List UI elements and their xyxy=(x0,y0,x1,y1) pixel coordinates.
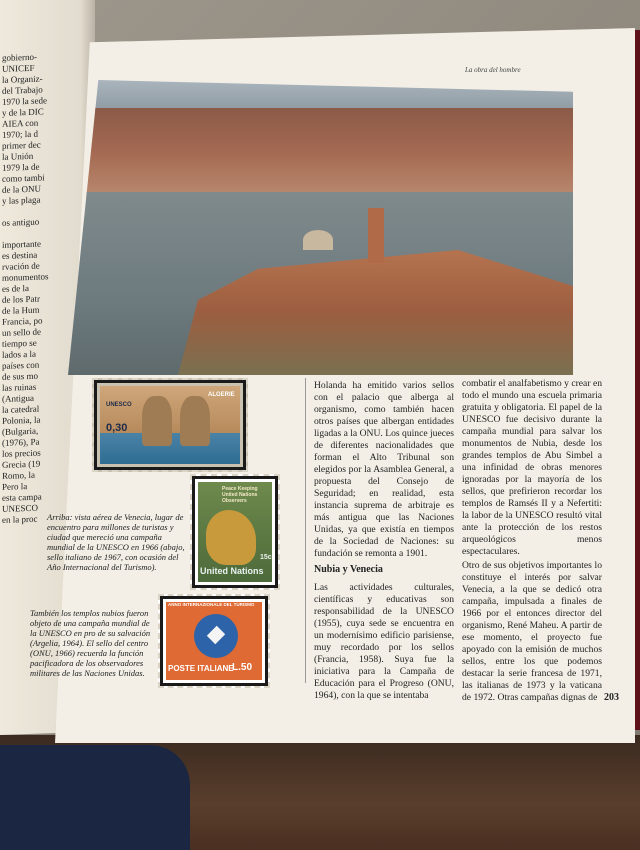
blue-cloth xyxy=(0,745,190,850)
algeria-stamp-label: UNESCO xyxy=(106,402,132,408)
venice-aerial-photo xyxy=(68,80,573,375)
un-stamp-value: 15c xyxy=(260,554,272,561)
un-stamp xyxy=(190,474,280,590)
col1-paragraph-1: Holanda ha emitido varios sellos con el palacio que alberga al organismo, como también hacen otros países que albergan entidades ligadas a la ONU. Los quince jueces de diferentes nacionalidades que forman el Alto Tribunal son elegidos por la Asamblea General, a propuesta del Consejo de Seguridad; en realidad, esta instancia suprema de arbitraje es más antigua que las Naciones Unidas, ya que existía en tiempos de la Sociedad de Naciones: su fundación se remonta a 1901. xyxy=(314,380,454,559)
photo-dome xyxy=(303,230,333,250)
italy-stamp xyxy=(158,594,270,688)
running-title: La obra del hombre xyxy=(465,66,521,74)
col1-paragraph-2: Las actividades culturales, científicas y educativas son responsabilidad de la UNESCO (1955), cuya sede se encuentra en un modernísimo edificio parisiense, muy recordado por los sellos (Francia, 1958). Suya fue la iniciativa para la Campaña de Educación para el Progreso (ONU, 1964), con la que se intentaba xyxy=(314,582,454,701)
algeria-stamp-value: 0,30 xyxy=(106,422,128,434)
text-column-2 xyxy=(462,378,602,704)
text-column-1 xyxy=(314,380,454,702)
italy-stamp-country: POSTE ITALIANE xyxy=(168,664,234,673)
left-page-text: gobierno- UNICEF la Organiz- del Trabajo 1970 la sede y de la DIC AIEA con 1970; la d primer dec la Unión 1979 la de como tambi de la ONU y las plaga os antiguo importante es destina rvación de monumentos es de la de los Patr de la Hum Francia, po un sello de tiempo se lados a la países con de sus mo las ruinas (Antigua la catedral Polonia, la (Bulgaria, (1976), Pa los precios Grecia (19 Romo, la Pero la esta campa UNESCO en la proc xyxy=(2,51,49,525)
photo-city xyxy=(68,108,573,198)
photo-bell-tower xyxy=(368,208,384,263)
col2-paragraph-2: Otro de sus objetivos importantes lo constituye el interés por salvar Venecia, a la que se dedicó otra campaña, impulsada a finales de 1966 por el entonces director del organismo, René Maheu. A partir de ese momento, el proyecto fue apoyado con la emisión de muchos sellos, entre los que podemos destacar la serie francesa de 1971, las italianas de 1973 y la vaticana de 1972. Otras campañas dignas de xyxy=(462,560,602,703)
algeria-stamp-country: ALGERIE xyxy=(208,392,235,398)
column-divider xyxy=(305,378,306,683)
algeria-stamp xyxy=(92,378,248,472)
italy-stamp-title: ANNO INTERNAZIONALE DEL TURISMO xyxy=(168,602,255,607)
un-stamp-title: Peace Keeping United Nations Observers xyxy=(222,486,258,504)
nubia-caption: También los templos nubios fueron objeto de una campaña mundial de la UNESCO en pro de su salvación (Argelia, 1964). El sello del centro (ONU, 1966) recuerda la función pacificadora de los observadores militares de las Naciones Unidas. xyxy=(30,608,151,678)
venice-caption: Arriba: vista aérea de Venecia, lugar de encuentro para millones de turistas y ciudad que mereció una campaña mundial de la UNESCO en 1966 (abajo, sello italiano de 1967, con ocasión del Año Internacional del Turismo). xyxy=(47,512,185,572)
col2-paragraph-1: combatir el analfabetismo y crear en todo el mundo una escuela primaria gratuita y obligatoria. El papel de la UNESCO fue decisivo durante la campaña mundial para salvar los monumentos de Nubia, desde los grandes templos de Abu Simbel a una infinidad de obras menores ignoradas por la mayoría de los sellos, que prefirieron recordar los templos de Ramsés II y a Nefertiti: la labor de la UNESCO resultó vital ante la protección de los restos arqueológicos menos espectaculares. xyxy=(462,378,602,557)
italy-stamp-value: L.50 xyxy=(232,662,253,673)
page-number: 203 xyxy=(604,692,619,703)
section-heading-nubia-venecia: Nubia y Venecia xyxy=(314,564,383,575)
un-stamp-country: United Nations xyxy=(200,566,264,576)
